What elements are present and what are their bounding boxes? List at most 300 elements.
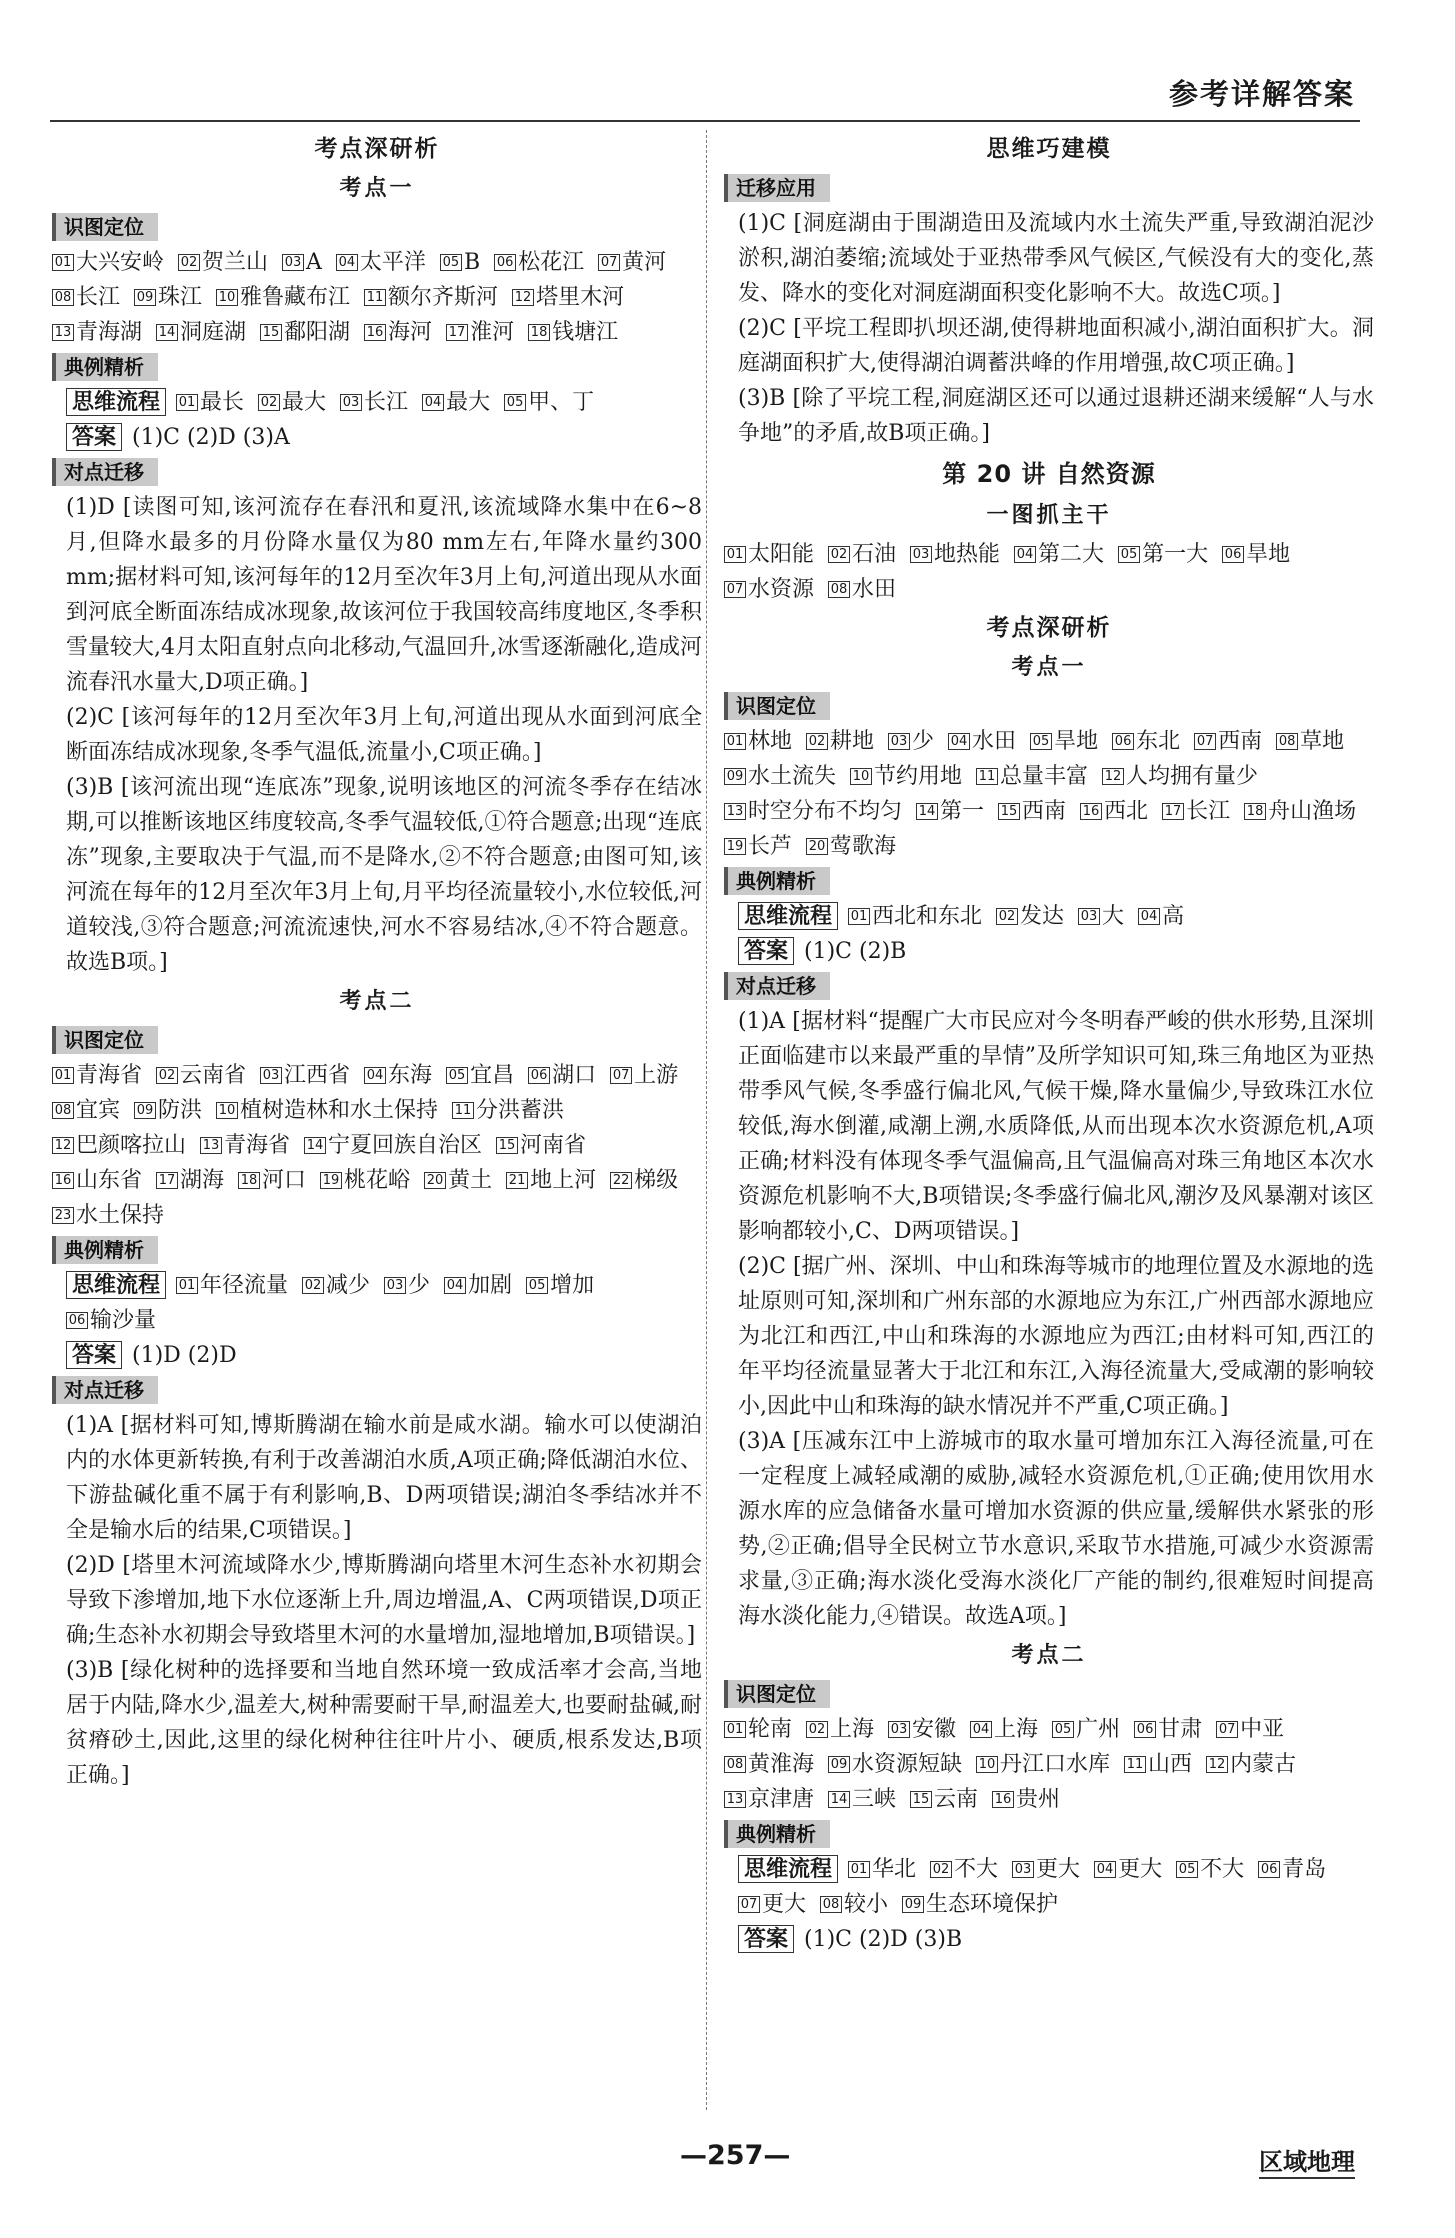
item-number: 04 (444, 1277, 466, 1294)
item-text: 增加 (550, 1273, 595, 1298)
item-number: 03 (910, 546, 932, 563)
list-item (446, 315, 514, 350)
item-text: 雅鲁藏布江 (240, 285, 351, 310)
item-number: 09 (828, 1756, 850, 1773)
list-item (216, 1093, 438, 1128)
item-text: 梯级 (634, 1168, 679, 1193)
item-number: 07 (610, 1067, 632, 1084)
item-number: 06 (66, 1312, 88, 1329)
item-number: 10 (216, 289, 238, 306)
item-text: 输沙量 (90, 1308, 157, 1333)
item-text: 植树造林和水土保持 (240, 1098, 439, 1123)
item-number: 02 (930, 1861, 952, 1878)
item-text: 长江 (1186, 799, 1231, 824)
list-item (52, 245, 164, 280)
item-number: 05 (526, 1277, 548, 1294)
item-number: 15 (496, 1137, 518, 1154)
list-item (364, 315, 432, 350)
item-text: 大 (1102, 904, 1125, 929)
item-number: 03 (260, 1067, 282, 1084)
item-number: 19 (724, 838, 746, 855)
item-number: 04 (1138, 908, 1160, 925)
item-number: 08 (1276, 733, 1298, 750)
item-number: 13 (200, 1137, 222, 1154)
list-item (134, 280, 202, 315)
item-text: 青海湖 (76, 320, 143, 345)
list-item (910, 1782, 978, 1817)
item-text: 年径流量 (200, 1273, 289, 1298)
list-item (200, 1128, 290, 1163)
locate-list (52, 1058, 702, 1233)
list-item (1102, 759, 1258, 794)
item-text: 长芦 (748, 834, 793, 859)
item-text: 旱地 (1054, 729, 1099, 754)
item-number: 11 (1124, 1756, 1146, 1773)
item-text: 贵州 (1016, 1787, 1061, 1812)
item-text: 河口 (262, 1168, 307, 1193)
item-text: 水资源短缺 (852, 1752, 963, 1777)
kaodian-2-title: 考点二 (339, 989, 415, 1014)
answer-line (724, 1922, 1374, 1957)
item-number: 19 (320, 1172, 342, 1189)
flow-label: 思维流程 (738, 902, 838, 930)
list-item (52, 1093, 120, 1128)
item-number: 02 (302, 1277, 324, 1294)
item-number: 01 (52, 254, 74, 271)
item-text: 中亚 (1240, 1717, 1285, 1742)
item-text: 河南省 (520, 1133, 587, 1158)
item-number: 16 (1080, 803, 1102, 820)
item-number: 04 (422, 394, 444, 411)
answer-text: (1)C (2)D (3)B (804, 1927, 963, 1952)
thinking-flow (724, 1852, 1374, 1922)
item-text: 不大 (954, 1857, 999, 1882)
list-item (444, 1273, 512, 1298)
tag-locate: 识图定位 (724, 1680, 830, 1708)
list-item (1012, 1857, 1080, 1882)
item-number: 12 (1102, 768, 1124, 785)
item-text: 桃花峪 (344, 1168, 411, 1193)
kaodian-2-title: 考点二 (1011, 1643, 1087, 1668)
item-number: 01 (724, 546, 746, 563)
item-text: 更大 (1118, 1857, 1163, 1882)
list-item (504, 390, 594, 415)
list-item (888, 724, 934, 759)
list-item (302, 1273, 370, 1298)
item-number: 04 (364, 1067, 386, 1084)
list-item (1030, 724, 1098, 759)
item-number: 18 (1244, 803, 1266, 820)
tag-transfer: 对点迁移 (52, 1376, 158, 1404)
item-text: 上海 (830, 1717, 875, 1742)
answer-paragraph: (3)B [该河流出现“连底冻”现象,说明该地区的河流冬季存在结冰期,可以推断该地区纬度较高,冬季气温较低,①符合题意;出现“连底冻”现象,主要取决于气温,而不是降水,②不符合题意;由图可知,该河流在每年的12月至次年3月上旬,月平均径流量较小,水位较低,河道较浅,③符合题意;河流流速快,河水不容易结冰,④不符合题意。故选B项。] (66, 775, 702, 975)
item-number: 02 (996, 908, 1018, 925)
item-text: 太阳能 (748, 542, 815, 567)
list-item (384, 1273, 430, 1298)
item-text: 巴颜喀拉山 (76, 1133, 187, 1158)
item-number: 16 (364, 324, 386, 341)
item-number: 06 (1222, 546, 1244, 563)
list-item (1216, 1712, 1284, 1747)
list-item (970, 1712, 1038, 1747)
item-number: 07 (1194, 733, 1216, 750)
list-item (848, 904, 982, 929)
list-item (282, 245, 322, 280)
item-text: 江西省 (284, 1063, 351, 1088)
item-text: 松花江 (518, 250, 585, 275)
item-text: 西南 (1218, 729, 1263, 754)
list-item (1094, 1857, 1162, 1882)
list-item (364, 1058, 432, 1093)
item-text: 青岛 (1282, 1857, 1327, 1882)
list-item (440, 245, 480, 280)
list-item (724, 794, 902, 829)
item-number: 09 (724, 768, 746, 785)
item-text: 最大 (446, 390, 491, 415)
tag-locate: 识图定位 (52, 1026, 158, 1054)
item-text: 更大 (1036, 1857, 1081, 1882)
item-text: 第一 (940, 799, 985, 824)
item-number: 08 (52, 1102, 74, 1119)
list-item (1194, 724, 1262, 759)
list-item (512, 280, 624, 315)
list-item (52, 280, 120, 315)
item-text: 宜宾 (76, 1098, 121, 1123)
item-text: 发达 (1020, 904, 1065, 929)
list-item (424, 1163, 492, 1198)
item-number: 01 (176, 1277, 198, 1294)
item-text: 水土保持 (76, 1203, 165, 1228)
item-number: 13 (724, 803, 746, 820)
list-item (528, 315, 618, 350)
item-number: 20 (806, 838, 828, 855)
list-item (828, 537, 896, 572)
list-item (888, 1712, 956, 1747)
answer-paragraph: (3)B [除了平垸工程,洞庭湖区还可以通过退耕还湖来缓解“人与水争地”的矛盾,故B项正确。] (738, 386, 1374, 446)
item-text: 水资源 (748, 577, 815, 602)
item-number: 14 (156, 324, 178, 341)
item-text: 华北 (872, 1857, 917, 1882)
item-number: 05 (504, 394, 526, 411)
item-number: 03 (1012, 1861, 1034, 1878)
item-text: 云南 (934, 1787, 979, 1812)
list-item (806, 1712, 874, 1747)
tag-example: 典例精析 (724, 867, 830, 895)
item-number: 15 (998, 803, 1020, 820)
item-number: 14 (304, 1137, 326, 1154)
item-text: A (306, 250, 322, 275)
list-item (1276, 724, 1344, 759)
list-item (52, 315, 142, 350)
item-number: 08 (828, 581, 850, 598)
item-number: 10 (216, 1102, 238, 1119)
header-rule (50, 120, 1360, 122)
list-item (610, 1163, 678, 1198)
item-text: 地热能 (934, 542, 1001, 567)
item-number: 11 (976, 768, 998, 785)
item-number: 02 (806, 733, 828, 750)
flow-label: 思维流程 (66, 1271, 166, 1299)
thinking-flow (52, 385, 702, 420)
item-number: 23 (52, 1207, 74, 1224)
list-item (1078, 904, 1124, 929)
item-text: 广州 (1076, 1717, 1121, 1742)
list-item (948, 724, 1016, 759)
list-item (1162, 794, 1230, 829)
item-text: 海河 (388, 320, 433, 345)
item-text: 湖口 (552, 1063, 597, 1088)
answer-text: (1)C (2)B (804, 939, 907, 964)
item-number: 03 (384, 1277, 406, 1294)
item-text: 三峡 (852, 1787, 897, 1812)
item-number: 05 (1118, 546, 1140, 563)
list-item (340, 390, 408, 415)
list-item (528, 1058, 596, 1093)
list-item (446, 1058, 514, 1093)
list-item (930, 1857, 998, 1882)
list-item (320, 1163, 410, 1198)
item-text: 水田 (972, 729, 1017, 754)
list-item (52, 1058, 142, 1093)
item-text: 山东省 (76, 1168, 143, 1193)
item-text: 更大 (762, 1892, 807, 1917)
item-number: 09 (134, 1102, 156, 1119)
item-text: 不大 (1200, 1857, 1245, 1882)
list-item (910, 537, 1000, 572)
item-number: 05 (440, 254, 462, 271)
item-number: 20 (424, 1172, 446, 1189)
item-text: 上游 (634, 1063, 679, 1088)
list-item (850, 759, 962, 794)
item-text: 贺兰山 (202, 250, 269, 275)
item-text: 珠江 (158, 285, 203, 310)
list-item (176, 1273, 288, 1298)
list-item (1124, 1747, 1192, 1782)
list-item (724, 1747, 814, 1782)
item-number: 17 (156, 1172, 178, 1189)
item-text: 水土流失 (748, 764, 837, 789)
overview-list (724, 537, 1374, 607)
flow-label: 思维流程 (66, 388, 166, 416)
item-number: 04 (336, 254, 358, 271)
item-text: 莺歌海 (830, 834, 897, 859)
item-number: 07 (724, 581, 746, 598)
item-number: 17 (1162, 803, 1184, 820)
item-text: 长江 (76, 285, 121, 310)
kaodian-1-title: 考点一 (339, 176, 415, 201)
list-item (1112, 724, 1180, 759)
item-text: 甲、丁 (528, 390, 595, 415)
answer-line (52, 420, 702, 455)
item-number: 02 (156, 1067, 178, 1084)
item-text: 耕地 (830, 729, 875, 754)
list-item (216, 280, 350, 315)
item-text: 最长 (200, 390, 245, 415)
item-number: 15 (910, 1791, 932, 1808)
item-number: 03 (888, 733, 910, 750)
list-item (260, 1058, 350, 1093)
item-text: 湖海 (180, 1168, 225, 1193)
list-item (610, 1058, 678, 1093)
answer-text: (1)C (2)D (3)A (132, 425, 290, 450)
item-number: 06 (1134, 1721, 1156, 1738)
answer-paragraph: (1)A [据材料“提醒广大市民应对今冬明春严峻的供水形势,且深圳正面临建市以来最严重的旱情”及所学知识可知,珠三角地区为亚热带季风气候,冬季盛行偏北风,气候干燥,降水量偏少,导致珠江水位较低,海水倒灌,咸潮上溯,水质降低,从而出现本次水资源危机,A项正确;材料没有体现冬季气温偏高,且气温偏高对珠三角地区本次水资源危机影响不大,B项错误;冬季盛行偏北风,潮汐及风暴潮对该区影响都较小,C、D两项错误。] (738, 1009, 1374, 1244)
column-divider (706, 130, 707, 2110)
item-text: 丹江口水库 (1000, 1752, 1111, 1777)
item-number: 07 (1216, 1721, 1238, 1738)
list-item (724, 1712, 792, 1747)
section-title: 思维巧建模 (986, 136, 1112, 162)
kaodian-1-title: 考点一 (1011, 655, 1087, 680)
list-item (1118, 537, 1208, 572)
list-item (724, 724, 792, 759)
item-text: 东海 (388, 1063, 433, 1088)
tag-example: 典例精析 (724, 1820, 830, 1848)
item-number: 21 (506, 1172, 528, 1189)
item-number: 08 (820, 1896, 842, 1913)
list-item (724, 829, 792, 864)
list-item (828, 572, 896, 607)
list-item (238, 1163, 306, 1198)
item-text: 西北 (1104, 799, 1149, 824)
item-number: 14 (916, 803, 938, 820)
tag-example: 典例精析 (52, 353, 158, 381)
chapter-title: 第 20 讲 自然资源 (942, 460, 1156, 488)
item-text: 草地 (1300, 729, 1345, 754)
item-number: 07 (598, 254, 620, 271)
list-item (1222, 537, 1290, 572)
list-item (724, 572, 814, 607)
locate-list (724, 1712, 1374, 1817)
item-number: 05 (1030, 733, 1052, 750)
thinking-flow (724, 899, 1374, 934)
item-number: 01 (848, 908, 870, 925)
tag-apply: 迁移应用 (724, 174, 830, 202)
answer-label: 答案 (738, 1925, 794, 1953)
item-number: 11 (452, 1102, 474, 1119)
item-text: 青海省 (76, 1063, 143, 1088)
item-number: 06 (494, 254, 516, 271)
item-number: 05 (1176, 1861, 1198, 1878)
left-column (52, 128, 702, 1793)
item-text: 水田 (852, 577, 897, 602)
item-number: 13 (724, 1791, 746, 1808)
item-text: 第一大 (1142, 542, 1209, 567)
tag-locate: 识图定位 (724, 692, 830, 720)
item-number: 12 (1206, 1756, 1228, 1773)
list-item (916, 794, 984, 829)
tag-example: 典例精析 (52, 1236, 158, 1264)
item-text: 生态环境保护 (926, 1892, 1059, 1917)
answer-paragraph: (1)A [据材料可知,博斯腾湖在输水前是咸水湖。输水可以使湖泊内的水体更新转换,有利于改善湖泊水质,A项正确;降低湖泊水位、下游盐碱化重不属于有利影响,B、D两项错误;湖泊冬季结冰并不全是输水后的结果,C项错误。] (66, 1413, 702, 1543)
list-item (452, 1093, 564, 1128)
list-item (1052, 1712, 1120, 1747)
item-text: 西南 (1022, 799, 1067, 824)
item-number: 10 (976, 1756, 998, 1773)
list-item (1138, 904, 1184, 929)
list-item (724, 1782, 814, 1817)
section-title: 考点深研析 (986, 615, 1112, 641)
list-item (806, 829, 896, 864)
book-title: 区域地理 (1259, 2142, 1355, 2179)
item-number: 06 (528, 1067, 550, 1084)
answer-paragraph: (3)A [压减东江中上游城市的取水量可增加东江入海径流量,可在一定程度上减轻咸潮的威胁,减轻水资源危机,①正确;使用饮用水源水库的应急储备水量可增加水资源的供应量,缓解供水紧张的形势,②正确;倡导全民树立节水意识,采取节水措施,可减少水资源需求量,③正确;海水淡化受海水淡化厂产能的制约,很难短时间提高海水淡化能力,④错误。故选A项。] (738, 1429, 1374, 1629)
list-item (1206, 1747, 1296, 1782)
item-number: 08 (52, 289, 74, 306)
item-text: 山西 (1148, 1752, 1193, 1777)
list-item (422, 390, 490, 415)
item-text: 云南省 (180, 1063, 247, 1088)
item-text: 林地 (748, 729, 793, 754)
list-item (738, 1892, 806, 1917)
list-item (598, 245, 666, 280)
item-text: 较小 (844, 1892, 889, 1917)
item-text: 上海 (994, 1717, 1039, 1742)
item-number: 03 (888, 1721, 910, 1738)
item-text: 最大 (282, 390, 327, 415)
item-text: 大兴安岭 (76, 250, 165, 275)
item-number: 16 (52, 1172, 74, 1189)
flow-list (176, 390, 608, 415)
list-item (496, 1128, 586, 1163)
item-number: 08 (724, 1756, 746, 1773)
item-number: 11 (364, 289, 386, 306)
item-text: 轮南 (748, 1717, 793, 1742)
item-text: B (463, 250, 481, 275)
item-text: 第二大 (1038, 542, 1105, 567)
list-item (494, 245, 584, 280)
item-number: 01 (724, 1721, 746, 1738)
list-item (304, 1128, 482, 1163)
list-item (724, 759, 836, 794)
item-number: 18 (238, 1172, 260, 1189)
item-text: 安徽 (912, 1717, 957, 1742)
item-number: 04 (970, 1721, 992, 1738)
list-item (178, 245, 268, 280)
item-text: 太平洋 (359, 250, 426, 275)
item-number: 12 (52, 1137, 74, 1154)
item-number: 02 (258, 394, 280, 411)
item-text: 青海省 (224, 1133, 291, 1158)
item-number: 03 (282, 254, 304, 271)
item-text: 西北和东北 (872, 904, 983, 929)
item-text: 地上河 (530, 1168, 597, 1193)
list-item (1258, 1857, 1326, 1882)
item-text: 宁夏回族自治区 (328, 1133, 483, 1158)
item-number: 01 (176, 394, 198, 411)
list-item (156, 1163, 224, 1198)
item-text: 东北 (1136, 729, 1181, 754)
answer-paragraph: (2)C [平垸工程即扒坝还湖,使得耕地面积减小,湖泊面积扩大。洞庭湖面积扩大,使得湖泊调蓄洪峰的作用增强,故C项正确。] (738, 316, 1374, 376)
item-text: 黄淮海 (748, 1752, 815, 1777)
answer-line (52, 1338, 702, 1373)
answer-label: 答案 (66, 1341, 122, 1369)
list-item (828, 1782, 896, 1817)
list-item (998, 794, 1066, 829)
item-text: 塔里木河 (536, 285, 625, 310)
locate-list (52, 245, 702, 350)
item-number: 01 (724, 733, 746, 750)
item-text: 宜昌 (470, 1063, 515, 1088)
item-text: 鄱阳湖 (284, 320, 351, 345)
item-number: 09 (902, 1896, 924, 1913)
item-number: 03 (1078, 908, 1100, 925)
list-item (336, 245, 426, 280)
item-number: 15 (260, 324, 282, 341)
item-number: 09 (134, 289, 156, 306)
answer-paragraph: (2)D [塔里木河流域降水少,博斯腾湖向塔里木河生态补水初期会导致下渗增加,地下水位逐渐上升,周边增温,A、C两项错误,D项正确;生态补水初期会导致塔里木河的水量增加,湿地增加,B项错误。] (66, 1553, 702, 1648)
list-item (176, 390, 244, 415)
